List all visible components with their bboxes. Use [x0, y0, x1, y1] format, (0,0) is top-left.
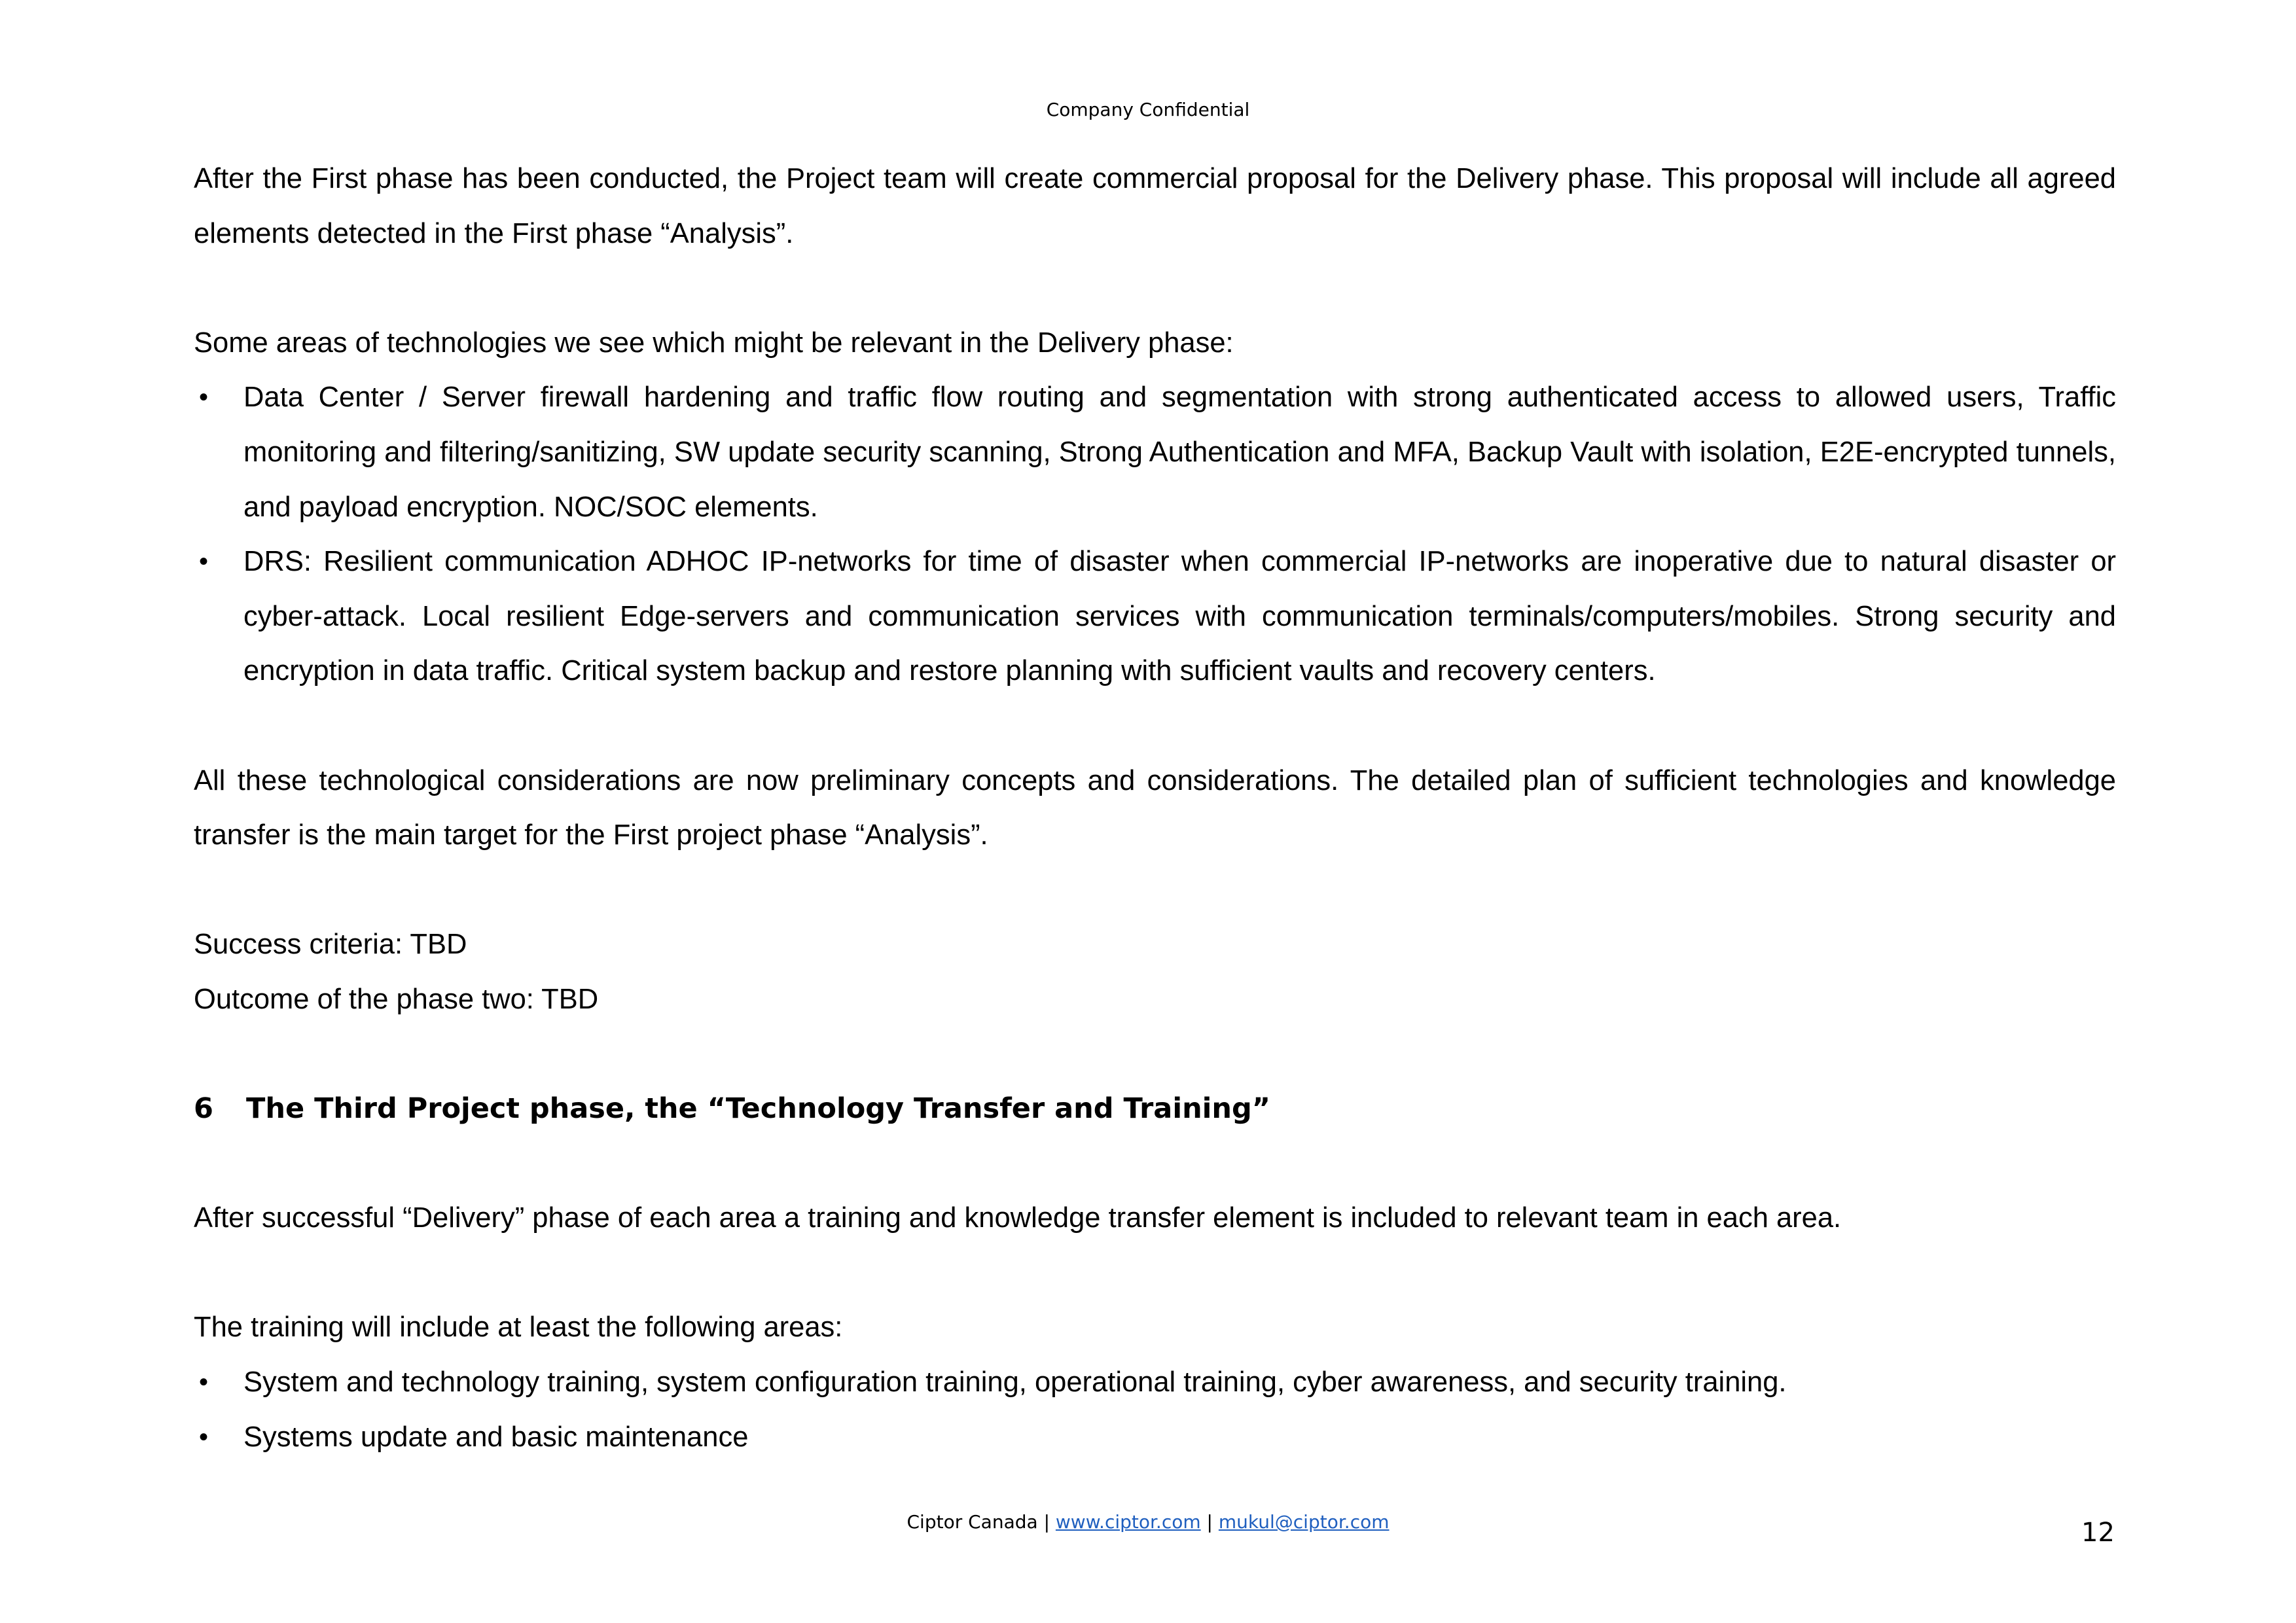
list-item — [194, 1410, 2116, 1465]
footer-separator: | — [1043, 1511, 1050, 1533]
email-link[interactable]: mukul@ciptor.com — [1218, 1511, 1390, 1533]
footer-separator: | — [1206, 1511, 1213, 1533]
list-item — [194, 535, 2116, 699]
document-body — [194, 152, 2116, 1465]
bullet-icon: • — [199, 1368, 209, 1397]
section-heading — [194, 1082, 2116, 1137]
footer-company: Ciptor Canada — [906, 1511, 1038, 1533]
technologies-intro: Some areas of technologies we see which might be relevant in the Delivery phase: — [194, 327, 1234, 359]
website-link[interactable]: www.ciptor.com — [1055, 1511, 1201, 1533]
training-intro-paragraph: After successful “Delivery” phase of each area a training and knowledge transfer element is included to relevant team in each area. — [194, 1202, 1842, 1234]
section-title: The Third Project phase, the “Technology Transfer and Training” — [246, 1092, 1271, 1126]
training-list — [194, 1355, 2116, 1465]
bullet-icon: • — [199, 383, 209, 412]
phase-outcome: Outcome of the phase two: TBD — [194, 983, 599, 1015]
success-criteria: Success criteria: TBD — [194, 929, 467, 961]
list-item — [194, 370, 2116, 535]
page-footer — [0, 1510, 2296, 1534]
training-areas-intro: The training will include at least the following areas: — [194, 1311, 843, 1344]
list-item-text: System and technology training, system configuration training, operational training, cyber awareness, and security training. — [243, 1366, 1787, 1399]
page-number: 12 — [2081, 1518, 2115, 1548]
list-item — [194, 1355, 2116, 1410]
intro-paragraph: After the First phase has been conducted, the Project team will create commercial proposal for the Delivery phase. This proposal will include all agreed elements detected in the First phase “Analysis”. — [194, 163, 2116, 249]
bullet-icon: • — [199, 547, 209, 577]
list-item-text: Data Center / Server firewall hardening and traffic flow routing and segmentation with strong authenticated access to allowed users, Traffic monitoring and filtering/sanitizing, SW update security scanning, Strong Authentication and MFA, Backup Vault with isolation, E2E-encrypted tunnels, and payload encryption. NOC/SOC elements. — [243, 382, 2116, 523]
list-item-text: DRS: Resilient communication ADHOC IP-networks for time of disaster when commercial IP-networks are inoperative due to natural disaster or cyber-attack. Local resilient Edge-servers and communication services with communication terminals/computers/mobiles. Strong security and encryption in data traffic. Critical system backup and restore planning with sufficient vaults and recovery centers. — [243, 546, 2116, 687]
page-header: Company Confidential — [1046, 99, 1250, 120]
list-item-text: Systems update and basic maintenance — [243, 1421, 749, 1453]
bullet-icon: • — [199, 1422, 209, 1452]
considerations-paragraph: All these technological considerations are now preliminary concepts and considerations. The detailed plan of sufficient technologies and knowledge transfer is the main target for the First project phase “Analysis”. — [194, 764, 2116, 851]
section-number: 6 — [194, 1092, 213, 1126]
technologies-list — [194, 370, 2116, 699]
